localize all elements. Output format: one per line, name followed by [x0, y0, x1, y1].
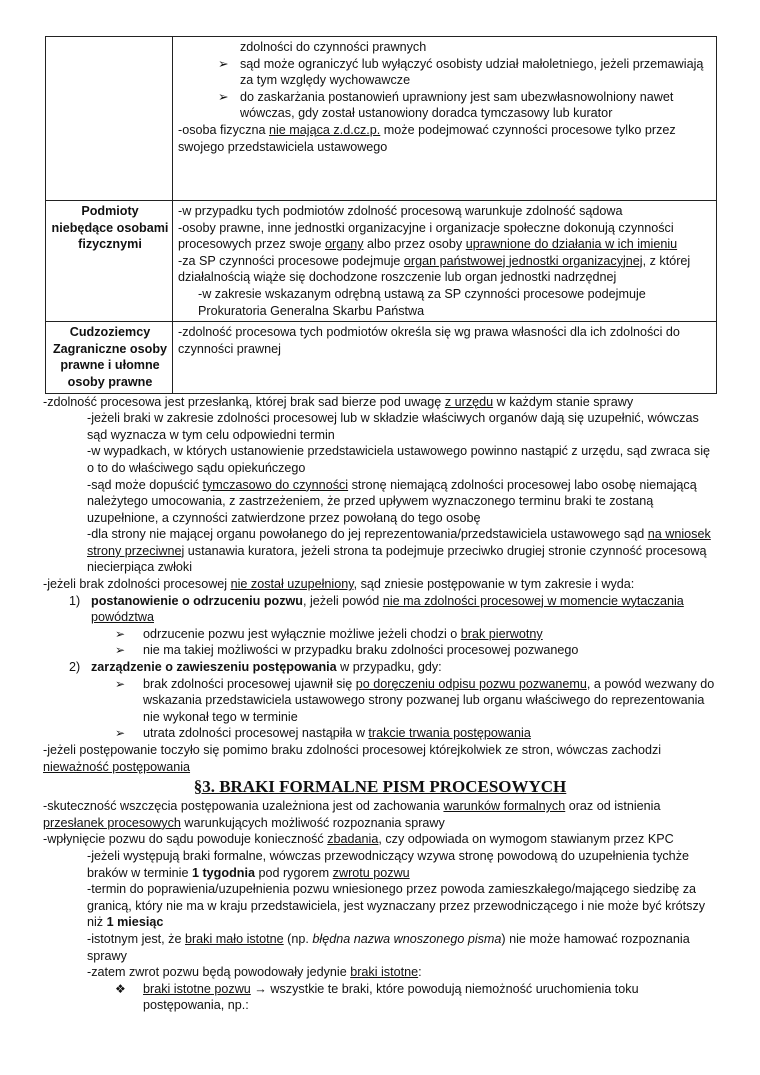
diamond-bullet-icon: ❖: [115, 981, 126, 996]
table-row: [46, 37, 717, 201]
row-label: Cudzoziemcy Zagraniczne osoby prawne i ułomne osoby prawne: [46, 322, 173, 393]
list-item-text: do zaskarżania postanowień uprawniony jest sam ubezwłasnowolniony nawet wówczas, gdy został ustanowiony doradca tymczasowy lub kurator: [240, 89, 674, 121]
arrow-bullet-icon: ➢: [115, 676, 126, 691]
text-line: -zdolność procesowa tych podmiotów określa się wg prawa własności dla ich zdolności do czynności prawnej: [178, 325, 680, 356]
paragraph: -termin do poprawienia/uzupełnienia pozwu wniesionego przez powoda zamieszkałego/mającego siedzibę za granicą, który nie ma w kraju przedstawiciela, jest wyznaczany przez przewodniczącego i nie może być krótszy niż 1 miesiąc: [87, 882, 706, 930]
paragraph: -jeżeli brak zdolności procesowej nie został uzupełniony, sąd zniesie postępowanie w tym zakresie i wyda:: [43, 577, 635, 592]
list-item: [178, 89, 713, 122]
row-content: [173, 201, 717, 322]
paragraph: -wpłynięcie pozwu do sądu powoduje konieczność zbadania, czy odpowiada on wymogom stawianym przez KPC: [43, 832, 674, 847]
list-number: 1): [69, 593, 81, 608]
paragraph: -istotnym jest, że braki mało istotne (np. błędna nazwa wnoszonego pisma) nie może hamować rozpoznania sprawy: [87, 931, 690, 963]
paragraph: -skuteczność wszczęcia postępowania uzależniona jest od zachowania warunków formalnych oraz od istnienia przesłanek procesowych warunkujących możliwość rozpoznania sprawy: [43, 799, 661, 830]
document-page: [45, 36, 717, 1014]
list-item: ➢ utrata zdolności procesowej nastąpiła w trakcie trwania postępowania: [115, 726, 531, 741]
section-heading: §3. BRAKI FORMALNE PISM PROCESOWYCH: [193, 777, 567, 797]
arrow-bullet-icon: ➢: [218, 89, 229, 104]
row-label: Podmioty niebędące osobami fizycznymi: [46, 201, 173, 322]
row-content: [173, 37, 717, 201]
list-item: 2) zarządzenie o zawieszeniu postępowania w przypadku, gdy:: [69, 660, 442, 675]
list-item: ➢ brak zdolności procesowej ujawnił się po doręczeniu odpisu pozwu pozwanemu, a powód wezwany do wskazania przedstawiciela ustawowego strony pozwanej lub organu właściwego do reprezentowania nie wykonał tego w terminie: [115, 676, 715, 724]
text-line: -osoby prawne, inne jednostki organizacyjne i organizacje społeczne dokonują czynności procesowych przez swoje organy albo przez osoby uprawnione do działania w ich imieniu: [178, 220, 678, 252]
list-item: 1) postanowienie o odrzuceniu pozwu, jeżeli powód nie ma zdolności procesowej w momencie wytaczania powództwa: [69, 593, 684, 625]
list-item-text: sąd może ograniczyć lub wyłączyć osobisty udział małoletniego, jeżeli przemawiają za tym względy wychowawcze: [240, 56, 704, 88]
paragraph: -sąd może dopuścić tymczasowo do czynności stronę niemającą zdolności procesowej labo osobę niemającą należytego umocowania, z zastrzeżeniem, że przed upływem wyznaczonego terminu braki te zostaną uzupełnione, a czynności zatwierdzone przez powołaną do tego osobę: [87, 477, 697, 525]
list-item: ➢ odrzucenie pozwu jest wyłącznie możliwe jeżeli chodzi o brak pierwotny: [115, 626, 543, 641]
table-row: [46, 322, 717, 393]
arrow-bullet-icon: ➢: [115, 726, 126, 741]
capacity-table: [45, 36, 717, 394]
list-number: 2): [69, 660, 81, 675]
row-content: [173, 322, 717, 393]
paragraph: -zatem zwrot pozwu będą powodowały jedynie braki istotne:: [87, 965, 422, 980]
text-line: -w zakresie wskazanym odrębną ustawą za SP czynności procesowe podejmuje Prokuratoria Generalna Skarbu Państwa: [198, 286, 646, 318]
arrow-bullet-icon: ➢: [218, 56, 229, 71]
paragraph: -w wypadkach, w których ustanowienie przedstawiciela ustawowego powinno nastąpić z urzędu, sąd zwraca się o to do właściwego sądu opiekuńczego: [87, 444, 711, 475]
table-row: [46, 201, 717, 322]
list-item: ❖ braki istotne pozwu → wszystkie te braki, które powodują niemożność uruchomienia toku postępowania, np.:: [115, 981, 639, 1013]
paragraph: -jeżeli braki w zakresie zdolności procesowej lub w składzie właściwych organów dają się uzupełnić, wówczas sąd wyznacza w tym celu odpowiedni termin: [87, 411, 699, 442]
text-line: zdolności do czynności prawnych: [240, 40, 427, 54]
body-text: [43, 394, 717, 1014]
text-line: -osoba fizyczna nie mająca z.d.cz.p. może podejmować czynności procesowe tylko przez swojego przedstawiciela ustawowego: [178, 122, 676, 154]
paragraph: -zdolność procesowa jest przesłanką, której brak sad bierze pod uwagę z urzędu w każdym stanie sprawy: [43, 394, 634, 409]
arrow-bullet-icon: ➢: [115, 626, 126, 641]
paragraph: -jeżeli postępowanie toczyło się pomimo braku zdolności procesowej którejkolwiek ze stron, wówczas zachodzi nieważność postępowania: [43, 743, 662, 774]
text-line: -za SP czynności procesowe podejmuje organ państwowej jednostki organizacyjnej, z której działalnością wiąże się dochodzone roszczenie lub organ jednostki nadrzędnej: [178, 253, 691, 285]
row-label: [46, 37, 173, 201]
list-item: [178, 56, 713, 89]
list-item: ➢ nie ma takiej możliwości w przypadku braku zdolności procesowej pozwanego: [115, 643, 579, 658]
paragraph: -jeżeli występują braki formalne, wówczas przewodniczący wzywa stronę powodową do uzupełnienia tychże braków w terminie 1 tygodnia pod rygorem zwrotu pozwu: [87, 848, 689, 880]
arrow-bullet-icon: ➢: [115, 643, 126, 658]
right-arrow-icon: →: [250, 981, 271, 996]
paragraph: -dla strony nie mającej organu powołanego do jej reprezentowania/przedstawiciela ustawowego sąd na wniosek strony przeciwnej ustanawia kuratora, jeżeli strona ta podejmuje przeciwko drugiej stronie czynność procesową niecierpiąca zwłoki: [87, 527, 711, 575]
text-line: -w przypadku tych podmiotów zdolność procesową warunkuje zdolność sądowa: [178, 204, 623, 218]
